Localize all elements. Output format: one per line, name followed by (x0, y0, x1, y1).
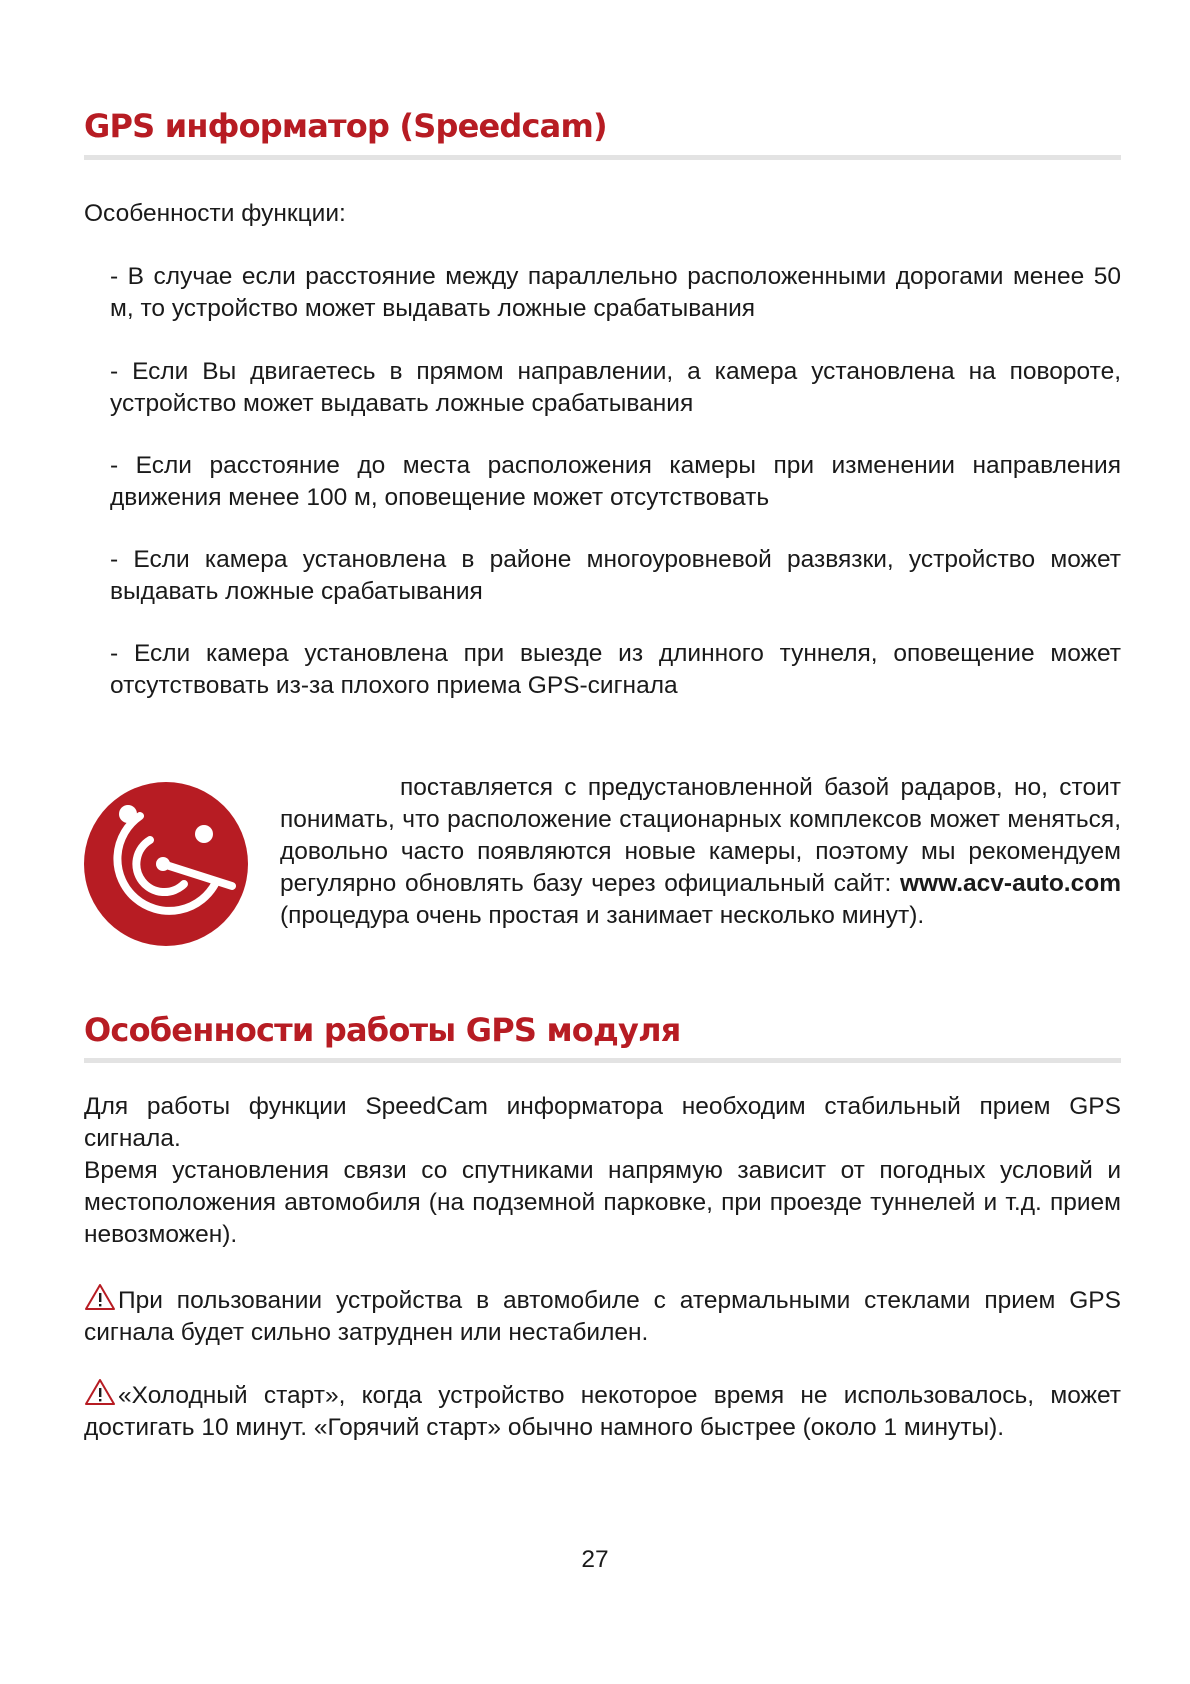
section-title-gps-module: Особенности работы GPS модуля (84, 1011, 681, 1049)
page-number: 27 (581, 1546, 609, 1573)
notice-text-end: (процедура очень простая и занимает несколько минут). (280, 902, 925, 929)
warning-text: «Холодный старт», когда устройство некоторое время не использовалось, может достигать 10 минут. «Горячий старт» обычно намного быстрее (около 1 минуты). (84, 1382, 1121, 1441)
warning-text: При пользовании устройства в автомобиле с атермальными стеклами прием GPS сигнала будет сильно затруднен или нестабилен. (84, 1287, 1121, 1346)
radar-icon (84, 782, 248, 946)
section-divider (84, 1058, 1121, 1063)
gps-paragraph: Для работы функции SpeedCam информатора необходим стабильный прием GPS сигнала. (84, 1093, 1121, 1152)
warning-note (84, 1378, 1121, 1444)
notice-text: поставляется с предустановленной базой радаров, но, стоит понимать, что расположение стационарных комплексов может меняться, довольно часто появляются новые камеры, поэтому мы рекомендуем регулярно обновлять базу через официальный сайт: (280, 774, 1121, 897)
feature-bullet: - Если расстояние до места расположения камеры при изменении направления движения менее 100 м, оповещение может отсутствовать (110, 452, 1121, 511)
feature-bullet: - В случае если расстояние между параллельно расположенными дорогами менее 50 м, то устройство может выдавать ложные срабатывания (110, 263, 1121, 322)
warning-triangle-icon (84, 1378, 116, 1406)
database-notice (280, 772, 1121, 932)
website-link[interactable]: www.acv-auto.com (899, 870, 1121, 897)
feature-bullet: - Если Вы двигаетесь в прямом направлении, а камера установлена на повороте, устройство может выдавать ложные срабатывания (110, 358, 1121, 417)
feature-bullet: - Если камера установлена при выезде из длинного туннеля, оповещение может отсутствовать из-за плохого приема GPS-сигнала (110, 640, 1121, 699)
section-divider (84, 155, 1121, 160)
warning-note (84, 1283, 1121, 1349)
warning-triangle-icon (84, 1283, 116, 1311)
feature-bullet: - Если камера установлена в районе многоуровневой развязки, устройство может выдавать ложные срабатывания (110, 546, 1121, 605)
section-title-speedcam: GPS информатор (Speedcam) (84, 107, 607, 145)
gps-paragraph: Время установления связи со спутниками напрямую зависит от погодных условий и местоположения автомобиля (на подземной парковке, при проезде туннелей и т.д. прием невозможен). (84, 1157, 1121, 1248)
features-intro: Особенности функции: (84, 200, 346, 227)
